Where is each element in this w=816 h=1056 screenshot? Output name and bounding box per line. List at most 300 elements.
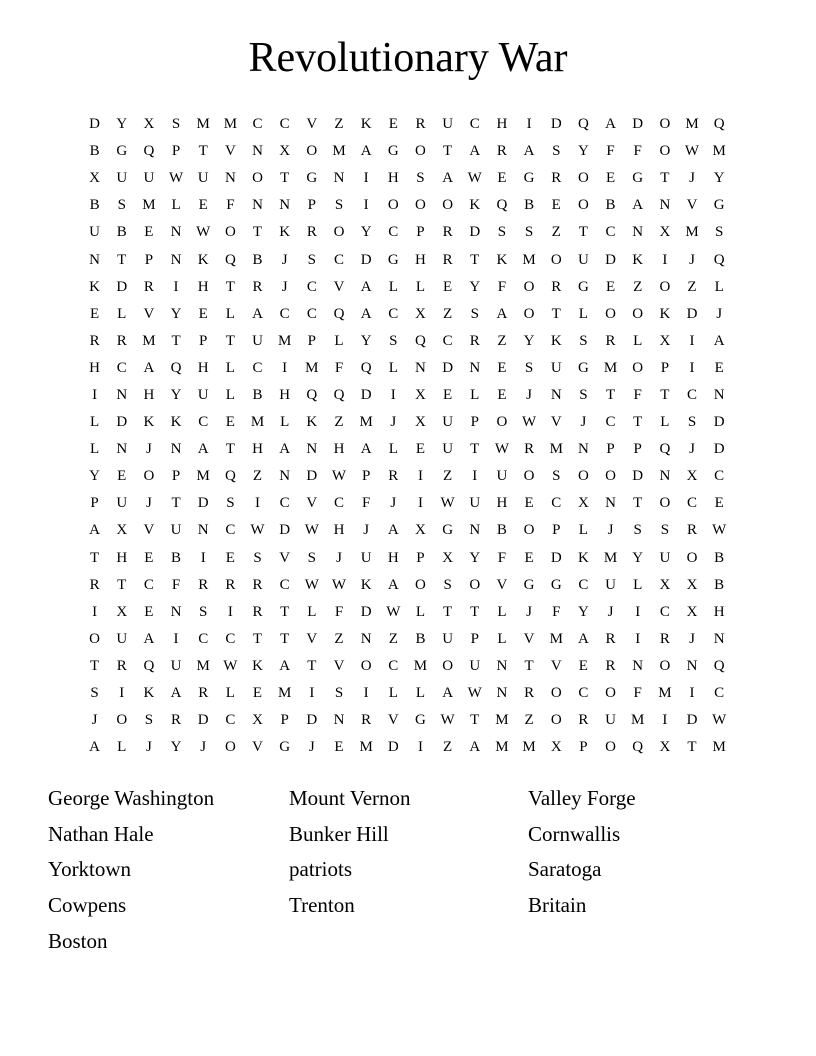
grid-row — [81, 192, 734, 219]
grid-cell: A — [469, 739, 481, 756]
grid-cell: M — [549, 630, 563, 647]
grid-cell: J — [281, 251, 288, 268]
grid-cell: P — [470, 630, 479, 647]
word-list-item: Mount Vernon — [289, 786, 411, 810]
grid-cell: M — [712, 143, 726, 160]
grid-cell: I — [363, 170, 369, 187]
grid-cell: H — [415, 251, 426, 268]
grid-cell: K — [89, 278, 100, 295]
grid-cell: D — [550, 549, 562, 566]
grid-cell: N — [496, 657, 508, 674]
grid-cell: Y — [89, 468, 100, 485]
grid-cell: G — [387, 251, 399, 268]
grid-cell: W — [196, 224, 211, 241]
grid-cell: H — [252, 441, 263, 458]
grid-cell: H — [116, 549, 128, 566]
grid-cell: D — [360, 603, 372, 620]
grid-cell: L — [225, 685, 235, 702]
grid-cell: O — [469, 576, 481, 593]
grid-cell: G — [523, 170, 535, 187]
grid-cell: X — [415, 386, 426, 403]
grid-cell: L — [225, 386, 235, 403]
grid-cell: P — [470, 414, 479, 431]
grid-cell: R — [198, 576, 209, 593]
grid-cell: C — [469, 116, 480, 133]
grid-cell: T — [443, 143, 453, 160]
grid-cell: D — [279, 522, 291, 539]
grid-cell: U — [116, 170, 128, 187]
grid-cell: V — [252, 739, 263, 756]
grid-cell: K — [306, 414, 318, 431]
grid-cell: C — [605, 224, 616, 241]
grid-cell: E — [497, 170, 507, 187]
grid-cell: R — [252, 576, 263, 593]
grid-cell: Q — [415, 332, 426, 349]
grid-cell: E — [497, 386, 507, 403]
grid-cell: U — [659, 549, 671, 566]
grid-cell: J — [91, 712, 98, 729]
grid-cell: N — [605, 495, 616, 512]
grid-cell: A — [279, 657, 291, 674]
grid-cell: R — [551, 278, 562, 295]
grid-cell: S — [171, 116, 181, 133]
grid-cell: D — [387, 739, 399, 756]
word-search-grid — [81, 111, 734, 761]
grid-cell: W — [440, 495, 455, 512]
grid-row — [81, 653, 734, 680]
grid-cell: M — [522, 739, 536, 756]
grid-cell: E — [415, 441, 426, 458]
grid-cell: I — [662, 251, 668, 268]
grid-cell: Y — [360, 332, 372, 349]
grid-cell: Z — [388, 630, 398, 647]
grid-cell: L — [171, 197, 181, 214]
grid-cell: L — [225, 305, 235, 322]
grid-cell: Y — [523, 332, 535, 349]
grid-cell: Q — [224, 251, 236, 268]
grid-cell: Z — [551, 224, 561, 241]
grid-cell: M — [495, 739, 509, 756]
grid-cell: M — [603, 549, 618, 566]
grid-cell: M — [359, 414, 373, 431]
grid-cell: G — [279, 739, 291, 756]
grid-cell: O — [550, 251, 562, 268]
grid-cell: O — [605, 305, 616, 322]
grid-cell: A — [713, 332, 725, 349]
grid-cell: Q — [306, 386, 318, 403]
grid-cell: R — [252, 603, 263, 620]
grid-row — [81, 517, 734, 544]
grid-cell: U — [605, 576, 616, 593]
grid-cell: J — [689, 630, 695, 647]
grid-cell: I — [92, 603, 98, 620]
grid-cell: Y — [469, 549, 481, 566]
grid-cell: U — [252, 332, 263, 349]
grid-cell: E — [714, 495, 724, 512]
grid-cell: C — [333, 495, 344, 512]
grid-cell: D — [116, 414, 128, 431]
grid-cell: Q — [577, 116, 589, 133]
grid-cell: Y — [632, 549, 644, 566]
grid-row — [81, 490, 734, 517]
grid-cell: U — [360, 549, 372, 566]
grid-cell: Y — [469, 278, 481, 295]
grid-cell: W — [250, 522, 265, 539]
grid-cell: M — [685, 116, 699, 133]
grid-cell: O — [659, 116, 671, 133]
grid-cell: S — [715, 224, 724, 241]
word-list-item: George Washington — [48, 786, 215, 810]
grid-cell: S — [226, 495, 235, 512]
grid-cell: M — [603, 359, 618, 376]
grid-cell: C — [442, 332, 453, 349]
grid-cell: R — [442, 251, 453, 268]
grid-cell: E — [443, 278, 453, 295]
word-list-column — [528, 781, 636, 960]
grid-cell: U — [469, 657, 481, 674]
word-list — [48, 781, 636, 960]
grid-cell: T — [605, 386, 616, 403]
grid-cell: P — [552, 522, 561, 539]
grid-cell: L — [388, 359, 398, 376]
grid-cell: X — [116, 603, 128, 620]
grid-cell: R — [89, 332, 100, 349]
grid-cell: R — [225, 576, 236, 593]
grid-cell: U — [89, 224, 100, 241]
grid-cell: S — [199, 603, 208, 620]
grid-cell: T — [470, 712, 480, 729]
grid-cell: G — [415, 712, 426, 729]
grid-cell: X — [89, 170, 100, 187]
grid-cell: R — [605, 657, 616, 674]
grid-cell: M — [712, 739, 726, 756]
grid-cell: Q — [713, 251, 725, 268]
grid-cell: R — [171, 712, 182, 729]
grid-cell: M — [278, 332, 292, 349]
grid-cell: U — [442, 630, 454, 647]
word-list-column — [289, 781, 528, 960]
grid-cell: U — [170, 657, 182, 674]
grid-cell: X — [577, 495, 589, 512]
grid-cell: C — [551, 495, 562, 512]
grid-cell: Z — [443, 739, 453, 756]
grid-cell: X — [686, 603, 698, 620]
grid-cell: N — [469, 359, 481, 376]
grid-cell: M — [142, 332, 156, 349]
grid-cell: S — [443, 576, 452, 593]
grid-cell: A — [89, 739, 100, 756]
word-list-item: Valley Forge — [528, 786, 636, 810]
grid-cell: L — [307, 603, 317, 620]
grid-cell: U — [170, 522, 182, 539]
grid-cell: Q — [713, 116, 725, 133]
grid-cell: F — [552, 603, 561, 620]
grid-cell: A — [496, 305, 508, 322]
grid-cell: M — [549, 441, 563, 458]
grid-cell: J — [689, 441, 695, 458]
grid-cell: U — [442, 414, 454, 431]
grid-row — [81, 409, 734, 436]
grid-cell: V — [333, 657, 345, 674]
grid-cell: X — [659, 332, 671, 349]
grid-cell: C — [388, 305, 399, 322]
grid-cell: E — [117, 468, 127, 485]
grid-cell: T — [280, 170, 290, 187]
grid-cell: C — [714, 685, 725, 702]
grid-cell: L — [497, 603, 507, 620]
grid-cell: D — [360, 251, 372, 268]
grid-cell: F — [334, 359, 344, 376]
grid-cell: V — [143, 522, 155, 539]
grid-cell: G — [523, 576, 535, 593]
grid-cell: R — [524, 441, 535, 458]
grid-cell: L — [117, 305, 127, 322]
grid-row — [81, 138, 734, 165]
grid-cell: L — [470, 386, 480, 403]
grid-cell: I — [472, 468, 478, 485]
grid-cell: T — [225, 441, 235, 458]
grid-cell: E — [497, 359, 507, 376]
grid-cell: T — [660, 386, 670, 403]
grid-cell: W — [440, 712, 455, 729]
grid-cell: T — [687, 739, 697, 756]
grid-cell: U — [197, 386, 209, 403]
grid-cell: C — [143, 576, 154, 593]
grid-cell: P — [171, 143, 181, 160]
grid-cell: O — [143, 468, 155, 485]
grid-cell: S — [334, 197, 344, 214]
grid-cell: A — [252, 305, 263, 322]
grid-cell: C — [388, 657, 399, 674]
grid-cell: N — [306, 441, 318, 458]
grid-cell: D — [89, 116, 100, 133]
grid-cell: I — [92, 386, 98, 403]
grid-cell: X — [659, 224, 671, 241]
grid-cell: I — [417, 495, 423, 512]
grid-cell: Q — [333, 305, 345, 322]
grid-cell: R — [442, 224, 453, 241]
grid-cell: O — [387, 197, 399, 214]
grid-cell: K — [360, 576, 372, 593]
grid-cell: R — [415, 116, 426, 133]
grid-cell: T — [117, 251, 127, 268]
grid-cell: N — [197, 522, 209, 539]
grid-cell: S — [307, 251, 316, 268]
grid-cell: P — [144, 251, 154, 268]
grid-cell: N — [469, 522, 481, 539]
grid-cell: R — [388, 468, 399, 485]
grid-cell: U — [442, 441, 454, 458]
grid-cell: H — [333, 441, 345, 458]
grid-cell: C — [279, 576, 290, 593]
grid-cell: N — [659, 468, 671, 485]
grid-cell: E — [225, 414, 235, 431]
grid-cell: E — [198, 197, 208, 214]
grid-cell: H — [496, 495, 508, 512]
grid-cell: M — [631, 712, 645, 729]
grid-cell: E — [225, 549, 235, 566]
grid-cell: G — [442, 522, 454, 539]
grid-row — [81, 219, 734, 246]
grid-cell: N — [713, 630, 725, 647]
grid-cell: O — [659, 278, 671, 295]
grid-cell: L — [388, 278, 398, 295]
grid-cell: V — [550, 414, 562, 431]
grid-cell: M — [658, 685, 672, 702]
grid-cell: E — [388, 116, 398, 133]
grid-cell: X — [659, 739, 671, 756]
grid-cell: Q — [224, 468, 236, 485]
grid-cell: J — [689, 170, 695, 187]
grid-cell: Q — [333, 386, 345, 403]
grid-cell: W — [467, 685, 482, 702]
grid-cell: H — [89, 359, 100, 376]
word-list-item: Yorktown — [48, 857, 132, 882]
grid-cell: S — [660, 522, 670, 539]
grid-cell: C — [306, 305, 317, 322]
grid-cell: X — [279, 143, 291, 160]
grid-cell: Y — [577, 603, 589, 620]
grid-cell: B — [116, 224, 127, 241]
grid-cell: F — [497, 549, 507, 566]
grid-cell: M — [359, 739, 373, 756]
grid-cell: V — [224, 143, 236, 160]
grid-cell: D — [605, 251, 616, 268]
grid-cell: I — [689, 359, 695, 376]
grid-cell: J — [308, 739, 315, 756]
grid-cell: O — [415, 143, 426, 160]
grid-cell: W — [467, 170, 482, 187]
grid-cell: K — [659, 305, 671, 322]
word-list-item: Saratoga — [528, 857, 602, 882]
grid-cell: B — [496, 522, 507, 539]
grid-cell: D — [686, 712, 698, 729]
grid-cell: F — [334, 603, 344, 620]
word-list-item: Trenton — [289, 893, 355, 918]
grid-cell: U — [469, 495, 481, 512]
grid-cell: F — [361, 495, 371, 512]
grid-cell: G — [387, 143, 399, 160]
grid-cell: O — [116, 712, 128, 729]
grid-cell: M — [495, 712, 509, 729]
grid-cell: B — [252, 251, 263, 268]
word-list-column — [48, 781, 289, 960]
grid-cell: S — [470, 305, 479, 322]
grid-cell: N — [415, 359, 426, 376]
grid-cell: D — [306, 712, 318, 729]
grid-cell: L — [578, 305, 588, 322]
grid-cell: V — [306, 495, 318, 512]
grid-cell: R — [605, 332, 616, 349]
grid-cell: I — [689, 332, 695, 349]
grid-cell: M — [332, 143, 346, 160]
grid-cell: L — [280, 414, 290, 431]
grid-cell: Q — [659, 441, 671, 458]
grid-cell: N — [333, 170, 345, 187]
grid-cell: C — [687, 386, 698, 403]
grid-cell: S — [307, 549, 316, 566]
grid-cell: I — [417, 468, 423, 485]
grid-cell: N — [89, 251, 100, 268]
grid-cell: I — [689, 685, 695, 702]
grid-cell: W — [304, 522, 319, 539]
grid-row — [81, 572, 734, 599]
grid-row — [81, 545, 734, 572]
grid-cell: D — [550, 116, 562, 133]
grid-cell: B — [252, 386, 263, 403]
grid-cell: D — [197, 495, 209, 512]
grid-cell: S — [687, 414, 697, 431]
grid-cell: V — [387, 712, 399, 729]
grid-cell: Q — [143, 657, 155, 674]
grid-cell: O — [442, 657, 454, 674]
grid-cell: J — [607, 603, 614, 620]
grid-cell: A — [442, 685, 454, 702]
grid-cell: L — [415, 603, 426, 620]
grid-cell: T — [443, 603, 453, 620]
grid-cell: C — [279, 116, 290, 133]
grid-cell: B — [714, 549, 725, 566]
grid-cell: G — [306, 170, 318, 187]
word-list-item: Cowpens — [48, 893, 127, 918]
grid-cell: O — [577, 197, 589, 214]
grid-cell: R — [116, 332, 127, 349]
grid-cell: J — [336, 549, 342, 566]
grid-cell: Y — [170, 739, 182, 756]
grid-cell: L — [633, 576, 643, 593]
grid-cell: U — [197, 170, 209, 187]
grid-cell: J — [145, 495, 152, 512]
grid-row — [81, 436, 734, 463]
grid-cell: L — [415, 685, 426, 702]
grid-cell: F — [606, 143, 615, 160]
grid-cell: Z — [497, 332, 507, 349]
grid-cell: J — [689, 251, 695, 268]
grid-cell: T — [280, 630, 290, 647]
grid-cell: O — [659, 143, 671, 160]
grid-cell: S — [253, 549, 262, 566]
word-list-item: Cornwallis — [528, 821, 621, 846]
grid-cell: A — [360, 305, 372, 322]
grid-cell: S — [416, 170, 425, 187]
grid-cell: P — [416, 224, 425, 241]
grid-cell: Z — [334, 414, 344, 431]
grid-cell: I — [363, 685, 369, 702]
grid-cell: E — [605, 170, 616, 187]
grid-cell: I — [635, 630, 641, 647]
word-list-item: patriots — [289, 857, 352, 882]
grid-cell: S — [579, 332, 588, 349]
grid-cell: T — [252, 224, 263, 241]
grid-cell: T — [225, 332, 235, 349]
grid-cell: C — [225, 630, 236, 647]
grid-cell: M — [223, 116, 238, 133]
grid-cell: X — [659, 576, 671, 593]
grid-cell: N — [170, 441, 182, 458]
grid-cell: B — [714, 576, 725, 593]
grid-cell: S — [579, 386, 588, 403]
grid-cell: X — [686, 468, 698, 485]
grid-cell: T — [470, 441, 480, 458]
grid-cell: B — [415, 630, 426, 647]
grid-cell: C — [279, 305, 290, 322]
grid-cell: N — [632, 224, 644, 241]
grid-row — [81, 165, 734, 192]
grid-cell: R — [89, 576, 100, 593]
grid-cell: F — [226, 197, 235, 214]
grid-cell: B — [89, 143, 100, 160]
grid-cell: Y — [116, 116, 128, 133]
